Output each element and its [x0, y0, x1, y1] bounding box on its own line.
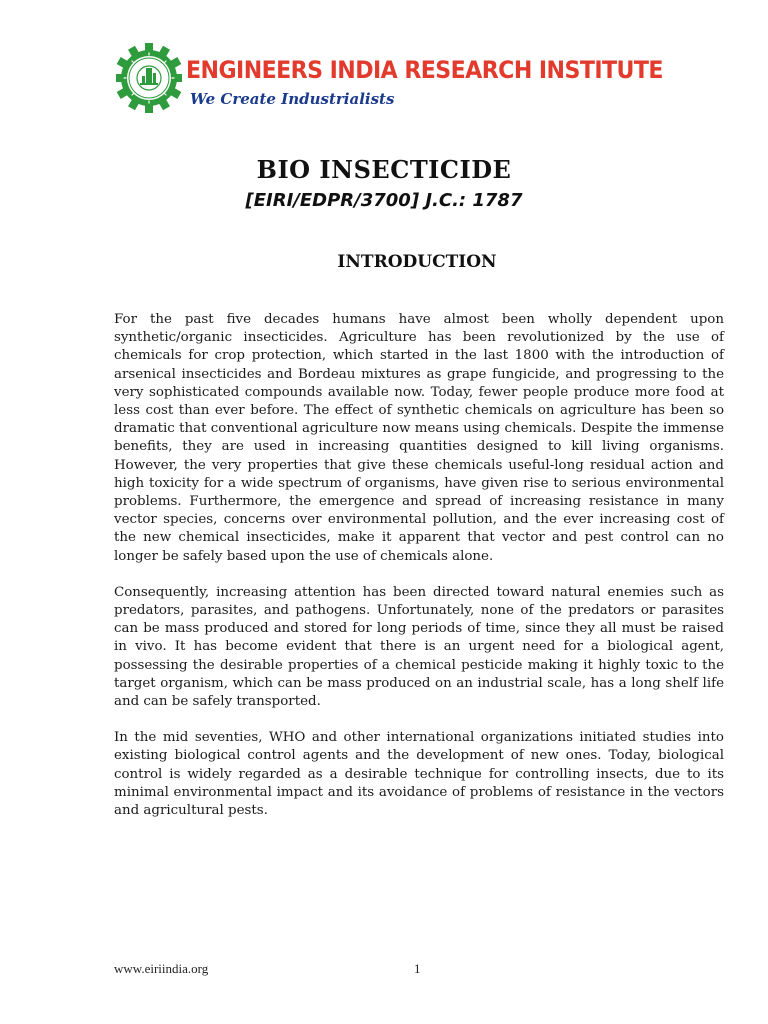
- body-paragraph: In the mid seventies, WHO and other international organizations initiated studies into existing biological control agents and the development of new ones. Today, biological control is widely regarded as a desirable technique for controlling insects, due to its minimal environmental impact and its avoidance of problems of resistance in the vectors and agricultural pests.: [114, 730, 724, 819]
- institute-tagline: We Create Industrialists: [190, 90, 395, 108]
- footer-page-number: 1: [414, 961, 421, 976]
- institute-seal-gear-icon: [116, 42, 182, 114]
- section-heading-introduction: INTRODUCTION: [337, 252, 497, 272]
- document-title: BIO INSECTICIDE: [256, 155, 512, 184]
- document-code: [EIRI/EDPR/3700] J.C.: 1787: [245, 190, 523, 211]
- body-paragraph: For the past five decades humans have almost been wholly dependent upon synthetic/organic insecticides. Agriculture has been revolutionized by the use of chemicals for crop protection, which started in the last 1800 with the introduction of arsenical insecticides and Bordeau mixtures as grape fungicide, and progressing to the very sophisticated compounds available now. Today, fewer people produce more food at less cost than ever before. The effect of synthetic chemicals on agriculture has been so dramatic that conventional agriculture now means using chemicals. Despite the immense benefits, they are used in increasing quantities designed to kill living organisms. However, the very properties that give these chemicals useful-long residual action and high toxicity for a wide spectrum of organisms, have given rise to serious environmental problems. Furthermore, the emergence and spread of increasing resistance in many vector species, concerns over environmental pollution, and the ever increasing cost of the new chemical insecticides, make it apparent that vector and pest control can no longer be safely based upon the use of chemicals alone.: [114, 312, 724, 564]
- body-paragraph: Consequently, increasing attention has been directed toward natural enemies such as predators, parasites, and pathogens. Unfortunately, none of the predators or parasites can be mass produced and stored for long periods of time, since they all must be raised in vivo. It has become evident that there is an urgent need for a biological agent, possessing the desirable properties of a chemical pesticide making it highly toxic to the target organism, which can be mass produced on an industrial scale, has a long shelf life and can be safely transported.: [114, 584, 724, 710]
- page-header: [116, 42, 663, 122]
- document-body: [114, 311, 724, 838]
- footer-website-url: www.eiriindia.org: [114, 961, 209, 976]
- institute-name: ENGINEERS INDIA RESEARCH INSTITUTE: [186, 56, 663, 84]
